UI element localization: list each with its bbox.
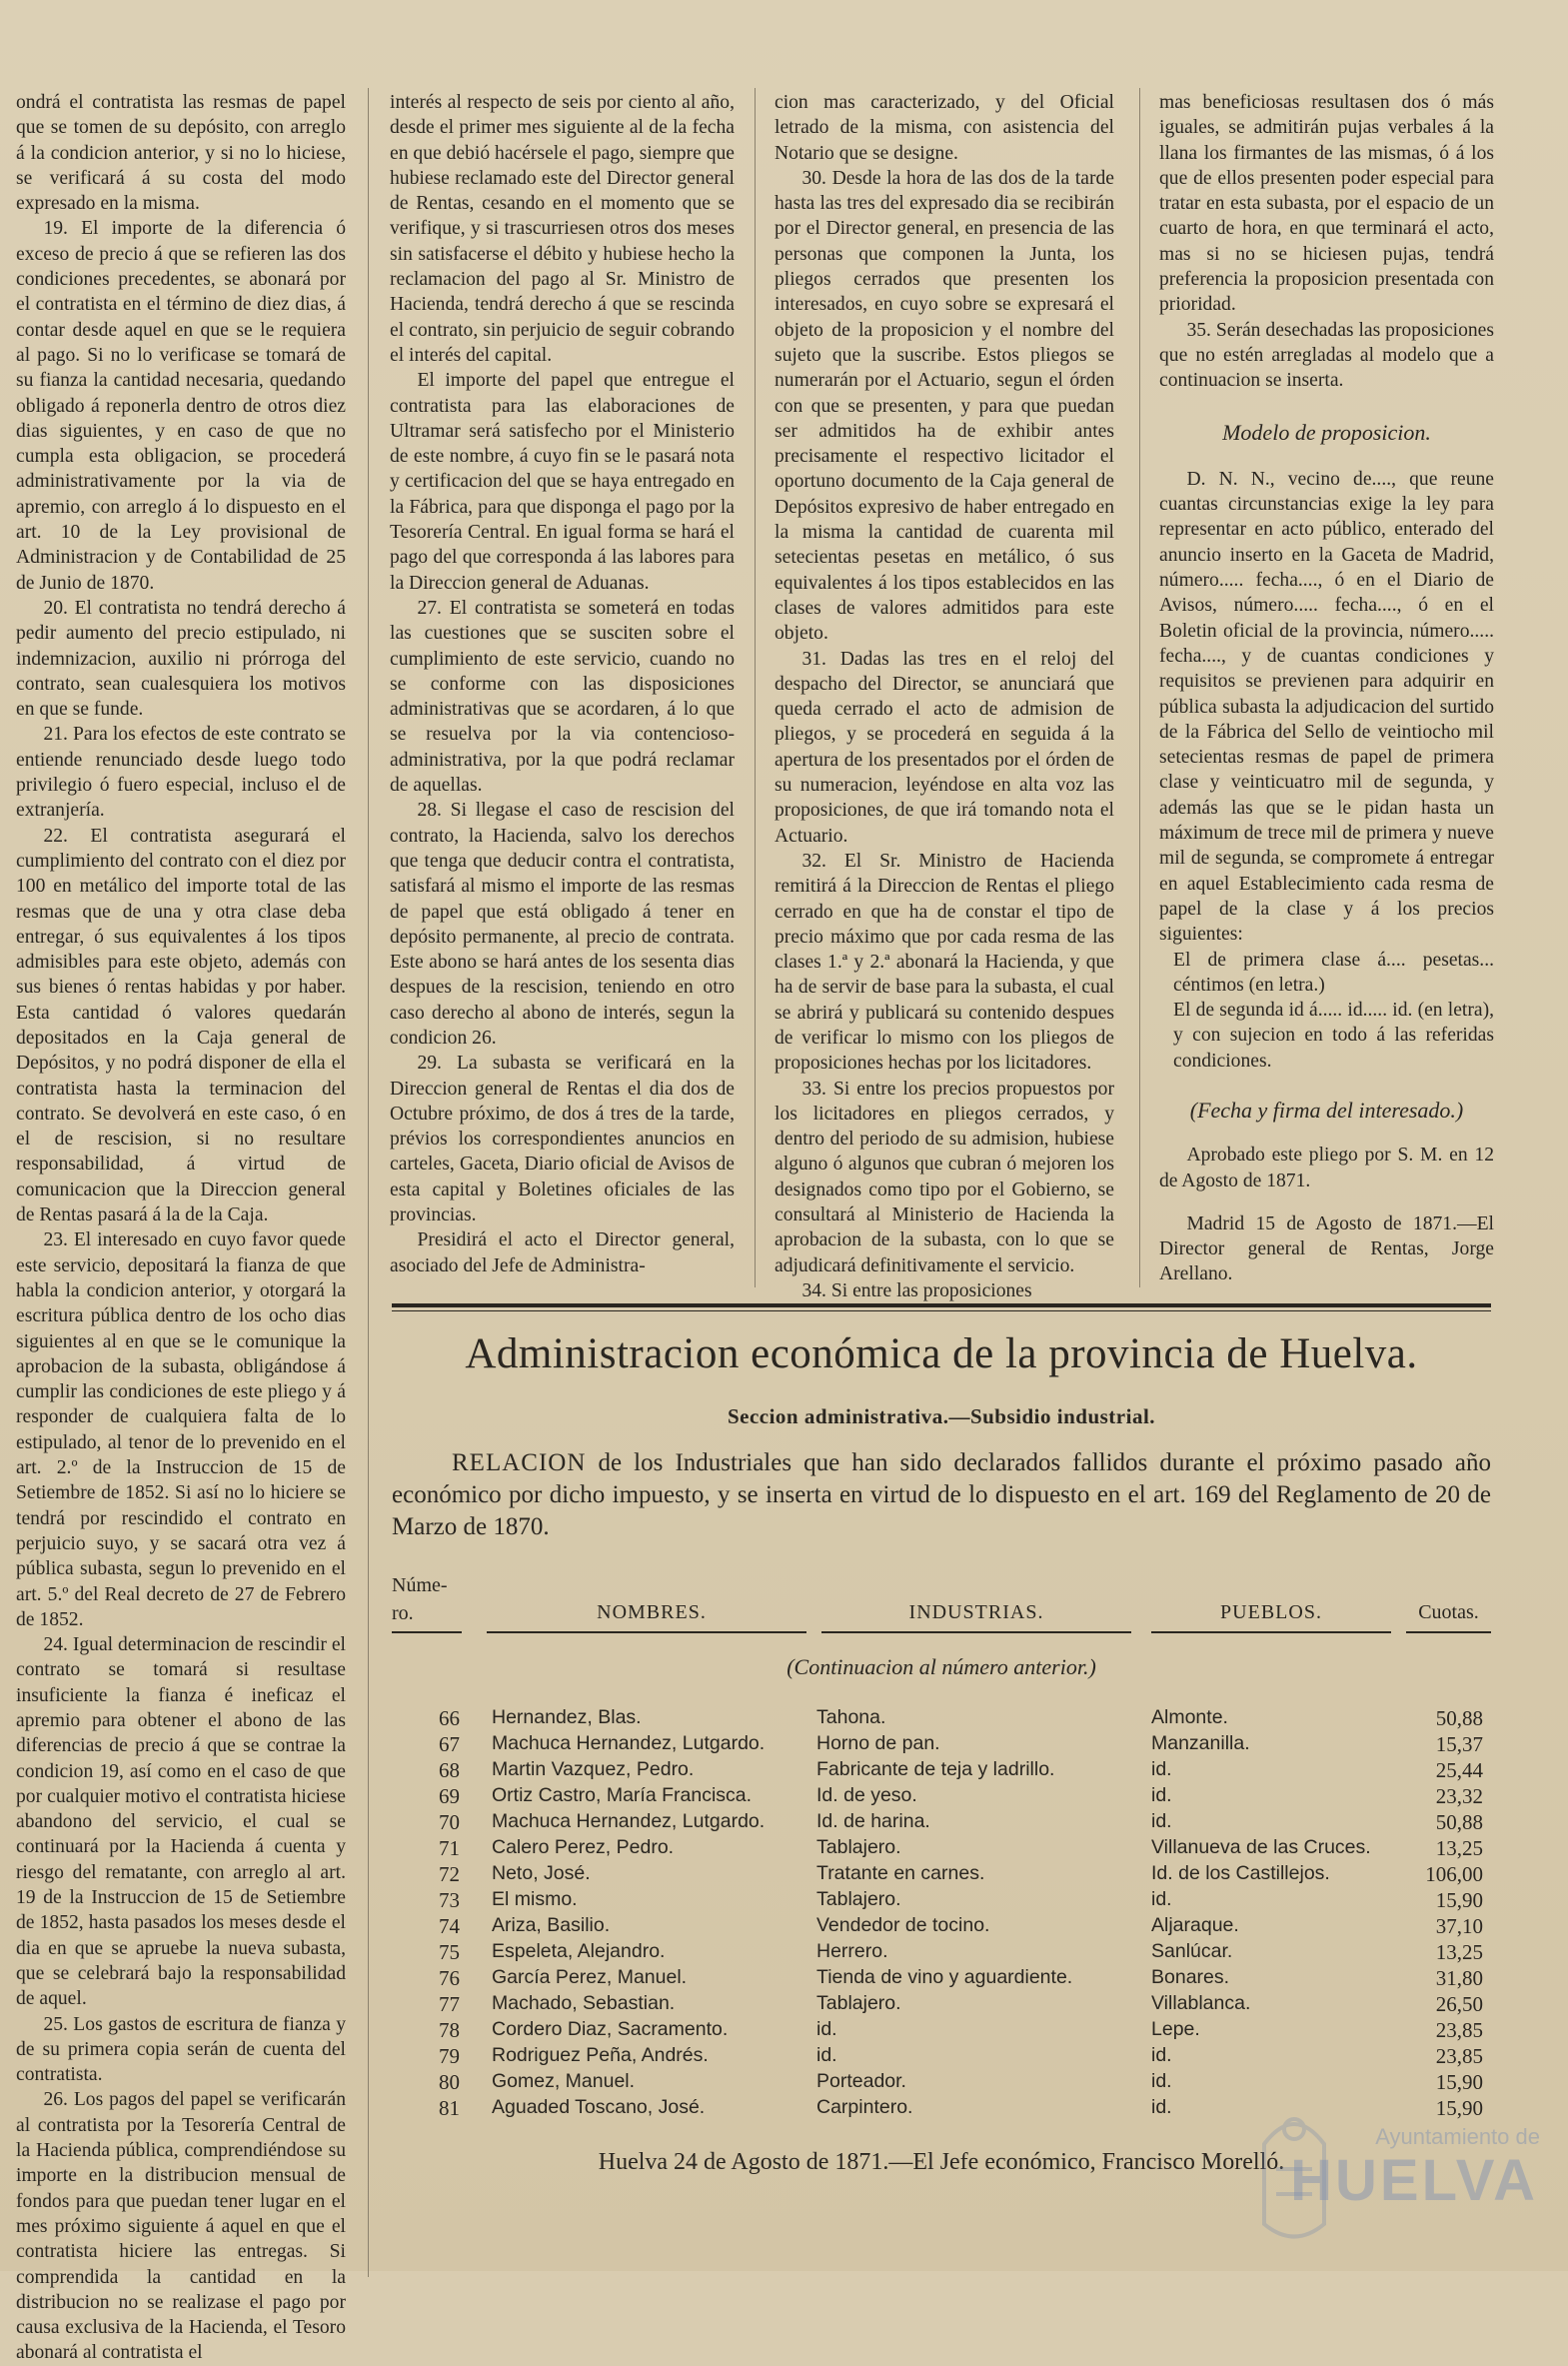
paragraph: 28. Si llegase el caso de rescision del contrato, la Hacienda, salvo los derechos que tenga que deducir contra el contratista, satisfará al mismo el importe de las resmas de papel que está obligado á tener en depósito permanente, al precio de contrata. Este abono se hará antes de los sesenta dias despues de la rescision, teniendo en otro caso derecho al abono de interés, segun la condicion 26. xyxy=(390,800,735,1049)
row-name: Martin Vazquez, Pedro. xyxy=(492,1758,695,1780)
table-row xyxy=(392,1940,1491,1966)
table-row xyxy=(392,1836,1491,1862)
text-column-4 xyxy=(1159,90,1494,1319)
row-town: Lepe. xyxy=(1151,2018,1200,2040)
paragraph: 19. El importe de la diferencia ó exceso de precio á que se refieren las dos condiciones precedentes, se abonará por el contratista en el término de diez dias, á contar desde aquel en que se le requiera al pago. Si no lo verificase se tomará de su fianza la cantidad necesaria, quedando obligado á reponerla dentro de otros diez dias siguientes, y en caso de que no cumpla esta obligacion, se procederá administrativamente por la via de apremio, con arreglo á lo dispuesto en el art. 10 de la Ley provisional de Administracion y de Contabilidad de 25 de Junio de 1870. xyxy=(16,218,346,594)
paragraph: 26. Los pagos del papel se verificarán al contratista por la Tesorería Central de la Hacienda pública, comprendiéndose su importe en la distribucion mensual de fondos para que puedan tener lugar en el mes próximo siguiente á aquel en que el contratista hiciere las entregas. Si comprendida la cantidad en la distribucion no se realizase el pago por causa exclusiva de la Hacienda, el Tesoro abonará al contratista el xyxy=(16,2089,346,2364)
relacion-intro xyxy=(392,1447,1491,1543)
paragraph: 23. El interesado en cuyo favor quede este servicio, depositará la fianza de que habla la condicion anterior, y otorgará la escritura pública dentro de los ocho dias siguientes al en que se le comunique la aprobacion de la subasta, obligándose á cumplir las condiciones de este pliego y á responder de cualquiera falta de lo estipulado, al tenor de lo prevenido en el art. 2.º de la Instruccion de 15 de Setiembre de 1852. Si así no lo hiciere se tendrá por rescindido el contrato en perjuicio suyo, y se sacará otra vez á pública subasta, segun lo prevenido en el art. 5.º del Real decreto de 27 de Febrero de 1852. xyxy=(16,1229,346,1630)
row-name: Cordero Diaz, Sacramento. xyxy=(492,2018,729,2040)
table-row xyxy=(392,1732,1491,1758)
row-name: Ortiz Castro, María Francisca. xyxy=(492,1784,753,1806)
row-name: Hernandez, Blas. xyxy=(492,1706,642,1728)
paragraph: 29. La subasta se verificará en la Direccion general de Rentas el dia dos de Octubre próximo, de dos á tres de la tarde, prévios los correspondientes anuncios en carteles, Gaceta, Diario oficial de Avisos de esta capital y Boletines oficiales de las provincias. xyxy=(390,1053,735,1226)
section-title: Administracion económica de la provincia de Huelva. xyxy=(465,1330,1418,1377)
modelo-text: D. N. N., vecino de...., que reune cuantas circunstancias exige la ley para representar en acto público, enterado del anuncio inserto en la Gaceta de Madrid, número..... fecha...., ó en el Diario de Avisos, número..... fecha...., ó en el Boletin oficial de la provincia, número..... fecha...., y de cuantas condiciones y requisitos se previenen para adquirir en pública subasta la adjudicacion del surtido de la Fábrica del Sello de veintiocho mil setecientas resmas de papel de primera clase y veinticuatro mil de segunda, y además las que se le pidan hasta un máximum de trece mil de primera y nueve mil de segunda, se compromete á entregar en aquel Establecimiento cada resma de papel de la clase y á los precios siguientes: xyxy=(1159,468,1494,946)
header-underline xyxy=(487,1631,806,1633)
row-number: 71 xyxy=(439,1836,460,1860)
row-quota: 50,88 xyxy=(1435,1706,1483,1730)
row-name: Machado, Sebastian. xyxy=(492,1992,676,2014)
relacion-text: de los Industriales que han sido declarados fallidos durante el próximo pasado año económico por dicho impuesto, y se inserta en virtud de lo dispuesto en el art. 169 del Reglamento de 20 de Marzo de 1870. xyxy=(392,1449,1491,1540)
paragraph: 21. Para los efectos de este contrato se entiende renunciado desde luego todo privilegio ó fuero especial, incluso el de extranjería. xyxy=(16,724,346,822)
table-row xyxy=(392,2018,1491,2044)
row-number: 69 xyxy=(439,1784,460,1808)
paragraph: 27. El contratista se someterá en todas las cuestiones que se susciten sobre el cumplimiento de este servicio, cuando no se conforme con las disposiciones administrativas que se acordaren, á lo que se resuelva por la via contencioso-administrativa, por la que podrá reclamar de aquellas. xyxy=(390,597,735,797)
paragraph: 35. Serán desechadas las proposiciones que no estén arregladas al modelo que a continuacion se inserta. xyxy=(1159,319,1494,392)
paragraph: interés al respecto de seis por ciento al año, desde el primer mes siguiente al de la fecha en que debió hacérsele el pago, siempre que hubiese reclamado este del Director general de Rentas, cesando en el momento que se verifique, y si trascurriesen otros dos meses sin satisfacerse el débito y hubiese hecho la reclamacion del pago al Sr. Ministro de Hacienda, tendrá derecho á que se rescinda el contrato, sin perjuicio de seguir cobrando el interés del capital. xyxy=(390,92,735,366)
table-row xyxy=(392,1862,1491,1888)
text-column-3 xyxy=(775,90,1114,1303)
row-quota: 23,85 xyxy=(1435,2044,1483,2068)
paragraph: 30. Desde la hora de las dos de la tarde hasta las tres del expresado dia se recibirán por el Director general, en presencia de las personas que componen la Junta, los pliegos cerrados que presenten los interesados, en cuyo sobre se expresará el objeto de la proposicion y el nombre del sujeto que la suscribe. Estos pliegos se numerarán por el Actuario, segun el órden con que se presenten, y para que puedan ser admitidos ha de exhibir antes precisamente el respectivo licitador el oportuno documento de la Caja general de Depósitos expresivo de haber entregado en la misma la cantidad de cuarenta mil setecientas pesetas en metálico, ó sus equivalentes á los tipos establecidos en las clases de valores admitidos para este objeto. xyxy=(775,167,1114,645)
paragraph: 25. Los gastos de escritura de fianza y de su primera copia serán de cuenta del contratista. xyxy=(16,2013,346,2086)
modelo-line: El de primera clase á.... pesetas... céntimos (en letra.) xyxy=(1173,949,1494,996)
row-name: Ariza, Basilio. xyxy=(492,1914,611,1936)
footer-signature: Huelva 24 de Agosto de 1871.—El Jefe económico, Francisco Morelló. xyxy=(598,2149,1285,2175)
paragraph: 24. Igual determinacion de rescindir el contrato se tomará si resultase insuficiente la fianza é ineficaz el apremio para obtener el abono de las diferencias de precio á que se contrae la condicion 19, así como en el caso de que por cualquier motivo el contratista hiciese abandono del servicio, el cual se continuará por la Hacienda á cuenta y riesgo del rematante, con arreglo al art. 19 de la Instruccion de 15 de Setiembre de 1852, hasta pasados los meses desde el dia en que se apruebe la nueva subasta, que se celebrará bajo la responsabilidad de aquel. xyxy=(16,1634,346,2010)
paragraph: 32. El Sr. Ministro de Hacienda remitirá á la Direccion de Rentas el pliego cerrado en que ha de constar el tipo de precio máximo que por cada resma de las clases 1.ª y 2.ª abonará la Hacienda, y que ha de servir de base para la subasta, el cual se abrirá y publicará su contenido despues de verificar lo mismo con los pliegos de proposiciones hechas por los licitadores. xyxy=(775,850,1114,1075)
madrid-signature: Madrid 15 de Agosto de 1871.—El Director general de Rentas, Jorge Arellano. xyxy=(1159,1212,1494,1285)
table-header xyxy=(392,1571,1491,1631)
row-name: Machuca Hernandez, Lutgardo. xyxy=(492,1810,766,1832)
header-pueblos: PUEBLOS. xyxy=(1220,1601,1322,1623)
row-industry: Id. de yeso. xyxy=(816,1784,917,1806)
row-quota: 26,50 xyxy=(1435,1992,1483,2016)
row-number: 77 xyxy=(439,1992,460,2016)
row-quota: 23,85 xyxy=(1435,2018,1483,2042)
table-row xyxy=(392,1914,1491,1940)
row-industry: id. xyxy=(816,2018,837,2040)
row-number: 68 xyxy=(439,1758,460,1782)
row-quota: 50,88 xyxy=(1435,1810,1483,1834)
row-name: Aguaded Toscano, José. xyxy=(492,2096,706,2118)
table-row xyxy=(392,1784,1491,1810)
row-town: Bonares. xyxy=(1151,1966,1230,1988)
table-row xyxy=(392,1706,1491,1732)
row-town: Villablanca. xyxy=(1151,1992,1251,2014)
row-quota: 25,44 xyxy=(1435,1758,1483,1782)
header-underline xyxy=(1151,1631,1391,1633)
row-quota: 13,25 xyxy=(1435,1836,1483,1860)
row-industry: Horno de pan. xyxy=(816,1732,940,1754)
row-town: Id. de los Castillejos. xyxy=(1151,1862,1330,1884)
row-industry: Tahona. xyxy=(816,1706,886,1728)
table-row xyxy=(392,1810,1491,1836)
text-column-1 xyxy=(16,90,346,2366)
row-town: id. xyxy=(1151,1784,1172,1806)
header-nombres: NOMBRES. xyxy=(597,1601,707,1623)
row-number: 73 xyxy=(439,1888,460,1912)
row-town: id. xyxy=(1151,1810,1172,1832)
row-number: 78 xyxy=(439,2018,460,2042)
row-industry: Tratante en carnes. xyxy=(816,1862,985,1884)
row-quota: 15,90 xyxy=(1435,2096,1483,2120)
row-number: 80 xyxy=(439,2070,460,2094)
paragraph: 31. Dadas las tres en el reloj del despacho del Director, se anunciará que queda cerrado el acto de admision de pliegos, y se procederá en seguida á la apertura de los presentados por el órden de su numeracion, leyéndose en alta voz las proposiciones, de que irá tomando nota el Actuario. xyxy=(775,648,1114,847)
row-industry: Vendedor de tocino. xyxy=(816,1914,990,1936)
row-industry: Tablajero. xyxy=(816,1888,901,1910)
row-industry: Id. de harina. xyxy=(816,1810,930,1832)
row-quota: 106,00 xyxy=(1425,1862,1483,1886)
paragraph: Presidirá el acto el Director general, asociado del Jefe de Administra- xyxy=(390,1229,735,1276)
row-industry: Carpintero. xyxy=(816,2096,913,2118)
row-number: 67 xyxy=(439,1732,460,1756)
approval-note: Aprobado este pliego por S. M. en 12 de Agosto de 1871. xyxy=(1159,1145,1494,1191)
paragraph: ondrá el contratista las resmas de papel que se tomen de su depósito, con arreglo á la condicion anterior, y si no lo hiciese, se verificará á su costa del modo expresado en la misma. xyxy=(16,92,346,215)
row-number: 81 xyxy=(439,2096,460,2120)
row-town: Sanlúcar. xyxy=(1151,1940,1233,1962)
row-number: 76 xyxy=(439,1966,460,1990)
table-row xyxy=(392,2044,1491,2070)
table-row xyxy=(392,1888,1491,1914)
row-industry: id. xyxy=(816,2044,837,2066)
modelo-line: El de segunda id á..... id..... id. (en letra), y con sujecion en todo á las referidas condiciones. xyxy=(1173,1000,1494,1072)
section-rule xyxy=(392,1310,1491,1311)
row-town: id. xyxy=(1151,1758,1172,1780)
row-quota: 15,37 xyxy=(1435,1732,1483,1756)
row-industry: Tablajero. xyxy=(816,1992,901,2014)
row-quota: 15,90 xyxy=(1435,1888,1483,1912)
signature-note: (Fecha y firma del interesado.) xyxy=(1189,1097,1464,1123)
column-rule xyxy=(755,88,756,1287)
row-town: id. xyxy=(1151,1888,1172,1910)
row-number: 74 xyxy=(439,1914,460,1938)
header-underline xyxy=(392,1631,462,1633)
row-number: 75 xyxy=(439,1940,460,1964)
text-column-2 xyxy=(390,90,735,1278)
paragraph: 33. Si entre los precios propuestos por los licitadores en pliegos cerrados, y dentro del periodo de su admision, hubiese alguno ó algunos que cubran ó mejoren los designados como tipo por el Gobierno, se consultará al Ministerio de Hacienda la aprobacion de la subasta, con lo que se adjudicará definitivamente el servicio. xyxy=(775,1078,1114,1276)
row-number: 66 xyxy=(439,1706,460,1730)
header-cuotas: Cuotas. xyxy=(1418,1601,1479,1623)
paragraph: 34. Si entre las proposiciones xyxy=(801,1279,1032,1301)
row-town: id. xyxy=(1151,2096,1172,2118)
row-industry: Herrero. xyxy=(816,1940,888,1962)
row-name: Rodriguez Peña, Andrés. xyxy=(492,2044,709,2066)
row-quota: 15,90 xyxy=(1435,2070,1483,2094)
paragraph: 20. El contratista no tendrá derecho á pedir aumento del precio estipulado, ni indemnizacion, auxilio ni prórroga del contrato, sean cualesquiera los motivos en que se funde. xyxy=(16,597,346,721)
column-rule xyxy=(1139,88,1140,1287)
row-name: García Perez, Manuel. xyxy=(492,1966,688,1988)
header-underline xyxy=(821,1631,1131,1633)
row-name: Gomez, Manuel. xyxy=(492,2070,636,2092)
paragraph: 22. El contratista asegurará el cumplimiento del contrato con el diez por 100 en metálico del importe total de las resmas que de una y otra clase deba entregar, ó sus equivalentes á los tipos admisibles para este objeto, además con sus bienes ó rentas habidas y por haber. Esta cantidad ó valores quedarán depositados en la Caja general de Depósitos, y no podrá disponer de ella el contratista hasta la terminacion del contrato. Se devolverá en este caso, ó en el de rescision, si no resultare responsabilidad, á virtud de comunicacion que la Direccion general de Rentas pasará á la de la Caja. xyxy=(16,825,346,1226)
paragraph: El importe del papel que entregue el contratista para las elaboraciones de Ultramar será satisfecho por el Ministerio de este nombre, á cuyo fin se le pasará nota y certificacion del que se haya entregado en la Fábrica, para que disponga el pago por la Tesorería Central. En igual forma se hará el pago del que corresponda á las labores para la Direccion general de Aduanas. xyxy=(390,370,735,594)
row-number: 72 xyxy=(439,1862,460,1886)
paragraph: cion mas caracterizado, y del Oficial letrado de la misma, con asistencia del Notario que se designe. xyxy=(775,92,1114,164)
row-name: El mismo. xyxy=(492,1888,578,1910)
row-town: Aljaraque. xyxy=(1151,1914,1239,1936)
row-industry: Fabricante de teja y ladrillo. xyxy=(816,1758,1055,1780)
continuation-note: (Continuacion al número anterior.) xyxy=(786,1654,1096,1679)
section-rule xyxy=(392,1303,1491,1307)
section-subtitle: Seccion administrativa.—Subsidio industrial. xyxy=(727,1404,1156,1428)
row-industry: Tablajero. xyxy=(816,1836,901,1858)
row-name: Calero Perez, Pedro. xyxy=(492,1836,675,1858)
row-name: Espeleta, Alejandro. xyxy=(492,1940,666,1962)
row-name: Neto, José. xyxy=(492,1862,591,1884)
table-row xyxy=(392,1758,1491,1784)
row-industry: Tienda de vino y aguardiente. xyxy=(816,1966,1073,1988)
watermark: HUELVA xyxy=(1290,2148,1538,2213)
row-number: 70 xyxy=(439,1810,460,1834)
column-rule xyxy=(368,88,369,2277)
table-row xyxy=(392,1966,1491,1992)
header-industrias: INDUSTRIAS. xyxy=(908,1601,1044,1623)
industrial-table xyxy=(392,1706,1491,2122)
row-quota: 37,10 xyxy=(1435,1914,1483,1938)
row-quota: 13,25 xyxy=(1435,1940,1483,1964)
table-row xyxy=(392,1992,1491,2018)
relacion-first-word: RELACION xyxy=(452,1449,587,1476)
modelo-heading: Modelo de proposicion. xyxy=(1222,419,1431,445)
row-town: id. xyxy=(1151,2070,1172,2092)
header-numero: Núme-ro. xyxy=(392,1574,448,1624)
row-quota: 31,80 xyxy=(1435,1966,1483,1990)
row-town: Almonte. xyxy=(1151,1706,1228,1728)
row-town: Manzanilla. xyxy=(1151,1732,1250,1754)
row-town: Villanueva de las Cruces. xyxy=(1151,1836,1371,1858)
header-underline xyxy=(1406,1631,1491,1633)
watermark-caption: Ayuntamiento de xyxy=(1375,2124,1540,2149)
row-town: id. xyxy=(1151,2044,1172,2066)
row-quota: 23,32 xyxy=(1435,1784,1483,1808)
paragraph: mas beneficiosas resultasen dos ó más iguales, se admitirán pujas verbales á la llana los firmantes de las mismas, ó á los que de ellos presenten poder especial para tratar en esta subasta, por el espacio de un cuarto de hora, en que terminará el acto, mas si no se hiciesen pujas, tendrá preferencia la proposicion presentada con prioridad. xyxy=(1159,92,1494,316)
row-number: 79 xyxy=(439,2044,460,2068)
row-industry: Porteador. xyxy=(816,2070,906,2092)
row-name: Machuca Hernandez, Lutgardo. xyxy=(492,1732,766,1754)
